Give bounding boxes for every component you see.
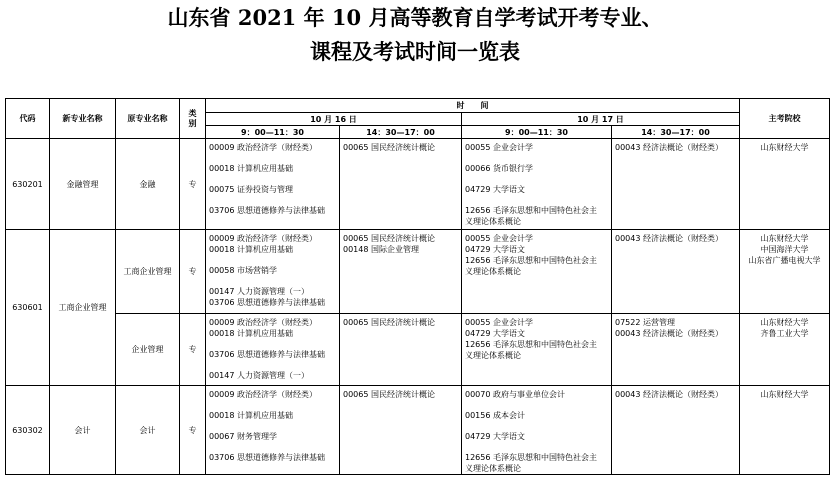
course-item: 04729 大学语文 [465, 432, 525, 441]
cell-d2-pm [612, 139, 740, 230]
course-item: 03706 思想道德修养与法律基础 [209, 206, 325, 215]
course-item: 12656 毛泽东思想和中国特色社会主 [465, 453, 597, 462]
cell-code: 630201 [6, 139, 50, 230]
cell-old-major: 金融 [116, 139, 180, 230]
course-item: 义理论体系概论 [465, 217, 521, 226]
cell-new-major: 会计 [50, 386, 116, 475]
course-item: 00058 市场营销学 [209, 266, 277, 275]
cell-new-major: 金融管理 [50, 139, 116, 230]
header-code: 代码 [6, 99, 50, 139]
header-category [180, 99, 206, 139]
cell-d2-am [462, 139, 612, 230]
course-item: 义理论体系概论 [465, 267, 521, 276]
header-time: 时 间 [206, 99, 740, 113]
table-row-accounting [6, 386, 830, 475]
cell-school [740, 386, 830, 475]
course-item: 00147 人力资源管理（一） [209, 371, 309, 380]
course-item: 义理论体系概论 [465, 464, 521, 473]
cell-category: 专 [180, 314, 206, 386]
course-item: 00055 企业会计学 [465, 234, 533, 243]
cell-code: 630601 [6, 230, 50, 386]
course-item: 00009 政治经济学（财经类） [209, 390, 317, 399]
cell-old-major: 企业管理 [116, 314, 180, 386]
cell-d2-pm [612, 230, 740, 314]
cell-d1-am [206, 230, 340, 314]
course-item: 00065 国民经济统计概论 [343, 390, 435, 399]
course-item: 00065 国民经济统计概论 [343, 234, 435, 243]
course-item: 00055 企业会计学 [465, 318, 533, 327]
school-item: 中国海洋大学 [760, 245, 809, 254]
header-school: 主考院校 [740, 99, 830, 139]
header-day1-pm: 14：30—17：00 [340, 126, 462, 139]
course-item: 07522 运营管理 [615, 318, 675, 327]
course-item: 04729 大学语文 [465, 245, 525, 254]
course-item: 00018 计算机应用基础 [209, 329, 293, 338]
cell-d1-am [206, 314, 340, 386]
course-item: 00070 政府与事业单位会计 [465, 390, 565, 399]
cell-category: 专 [180, 139, 206, 230]
exam-schedule-table [5, 98, 830, 475]
cell-d2-am [462, 230, 612, 314]
course-item: 00018 计算机应用基础 [209, 164, 293, 173]
cell-d1-pm [340, 230, 462, 314]
school-item: 山东财经大学 [760, 143, 809, 152]
cell-old-major: 工商企业管理 [116, 230, 180, 314]
course-item: 12656 毛泽东思想和中国特色社会主 [465, 340, 597, 349]
header-day2: 10 月 17 日 [462, 113, 740, 126]
course-item: 00067 财务管理学 [209, 432, 277, 441]
header-day1: 10 月 16 日 [206, 113, 462, 126]
course-item: 00065 国民经济统计概论 [343, 143, 435, 152]
cell-d2-pm [612, 386, 740, 475]
school-item: 山东财经大学 [760, 234, 809, 243]
course-item: 00009 政治经济学（财经类） [209, 143, 317, 152]
course-item: 义理论体系概论 [465, 351, 521, 360]
course-item: 04729 大学语文 [465, 185, 525, 194]
course-item: 00156 成本会计 [465, 411, 525, 420]
table-row-finance [6, 139, 830, 230]
course-item: 00147 人力资源管理（一） [209, 287, 309, 296]
header-row-1 [6, 99, 830, 113]
course-item: 00075 证券投资与管理 [209, 185, 293, 194]
course-item: 00018 计算机应用基础 [209, 411, 293, 420]
table-row-business-1 [6, 230, 830, 314]
course-item: 00043 经济法概论（财经类） [615, 143, 723, 152]
course-item: 00065 国民经济统计概论 [343, 318, 435, 327]
page-title-line2: 课程及考试时间一览表 [310, 39, 520, 64]
course-item: 00018 计算机应用基础 [209, 245, 293, 254]
school-item: 山东财经大学 [760, 318, 809, 327]
cell-d1-pm [340, 314, 462, 386]
school-item: 山东省广播电视大学 [748, 256, 821, 265]
school-item: 山东财经大学 [760, 390, 809, 399]
cell-category: 专 [180, 386, 206, 475]
cell-code: 630302 [6, 386, 50, 475]
cell-d1-pm [340, 139, 462, 230]
cell-d1-am [206, 386, 340, 475]
course-item: 04729 大学语文 [465, 329, 525, 338]
course-item: 12656 毛泽东思想和中国特色社会主 [465, 206, 597, 215]
header-day1-am: 9：00—11：30 [206, 126, 340, 139]
cell-d1-pm [340, 386, 462, 475]
course-item: 00043 经济法概论（财经类） [615, 329, 723, 338]
course-item: 00009 政治经济学（财经类） [209, 234, 317, 243]
header-old-major: 原专业名称 [116, 99, 180, 139]
course-item: 12656 毛泽东思想和中国特色社会主 [465, 256, 597, 265]
course-item: 03706 思想道德修养与法律基础 [209, 298, 325, 307]
cell-school [740, 139, 830, 230]
course-item: 00066 货币银行学 [465, 164, 533, 173]
cell-d2-am [462, 314, 612, 386]
cell-category: 专 [180, 230, 206, 314]
table-row-business-2 [6, 314, 830, 386]
course-item: 00148 国际企业管理 [343, 245, 419, 254]
cell-d1-am [206, 139, 340, 230]
header-category-text: 类别 [188, 108, 197, 128]
school-item: 齐鲁工业大学 [760, 329, 809, 338]
course-item: 00009 政治经济学（财经类） [209, 318, 317, 327]
course-item: 00055 企业会计学 [465, 143, 533, 152]
page-title-line1: 山东省 2021 年 10 月高等教育自学考试开考专业、 [167, 5, 663, 30]
header-new-major: 新专业名称 [50, 99, 116, 139]
cell-old-major: 会计 [116, 386, 180, 475]
course-item: 03706 思想道德修养与法律基础 [209, 453, 325, 462]
course-item: 03706 思想道德修养与法律基础 [209, 350, 325, 359]
cell-school [740, 314, 830, 386]
course-item: 00043 经济法概论（财经类） [615, 234, 723, 243]
header-day2-am: 9：00—11：30 [462, 126, 612, 139]
header-day2-pm: 14：30—17：00 [612, 126, 740, 139]
cell-d2-am [462, 386, 612, 475]
cell-new-major: 工商企业管理 [50, 230, 116, 386]
cell-d2-pm [612, 314, 740, 386]
course-item: 00043 经济法概论（财经类） [615, 390, 723, 399]
cell-school [740, 230, 830, 314]
